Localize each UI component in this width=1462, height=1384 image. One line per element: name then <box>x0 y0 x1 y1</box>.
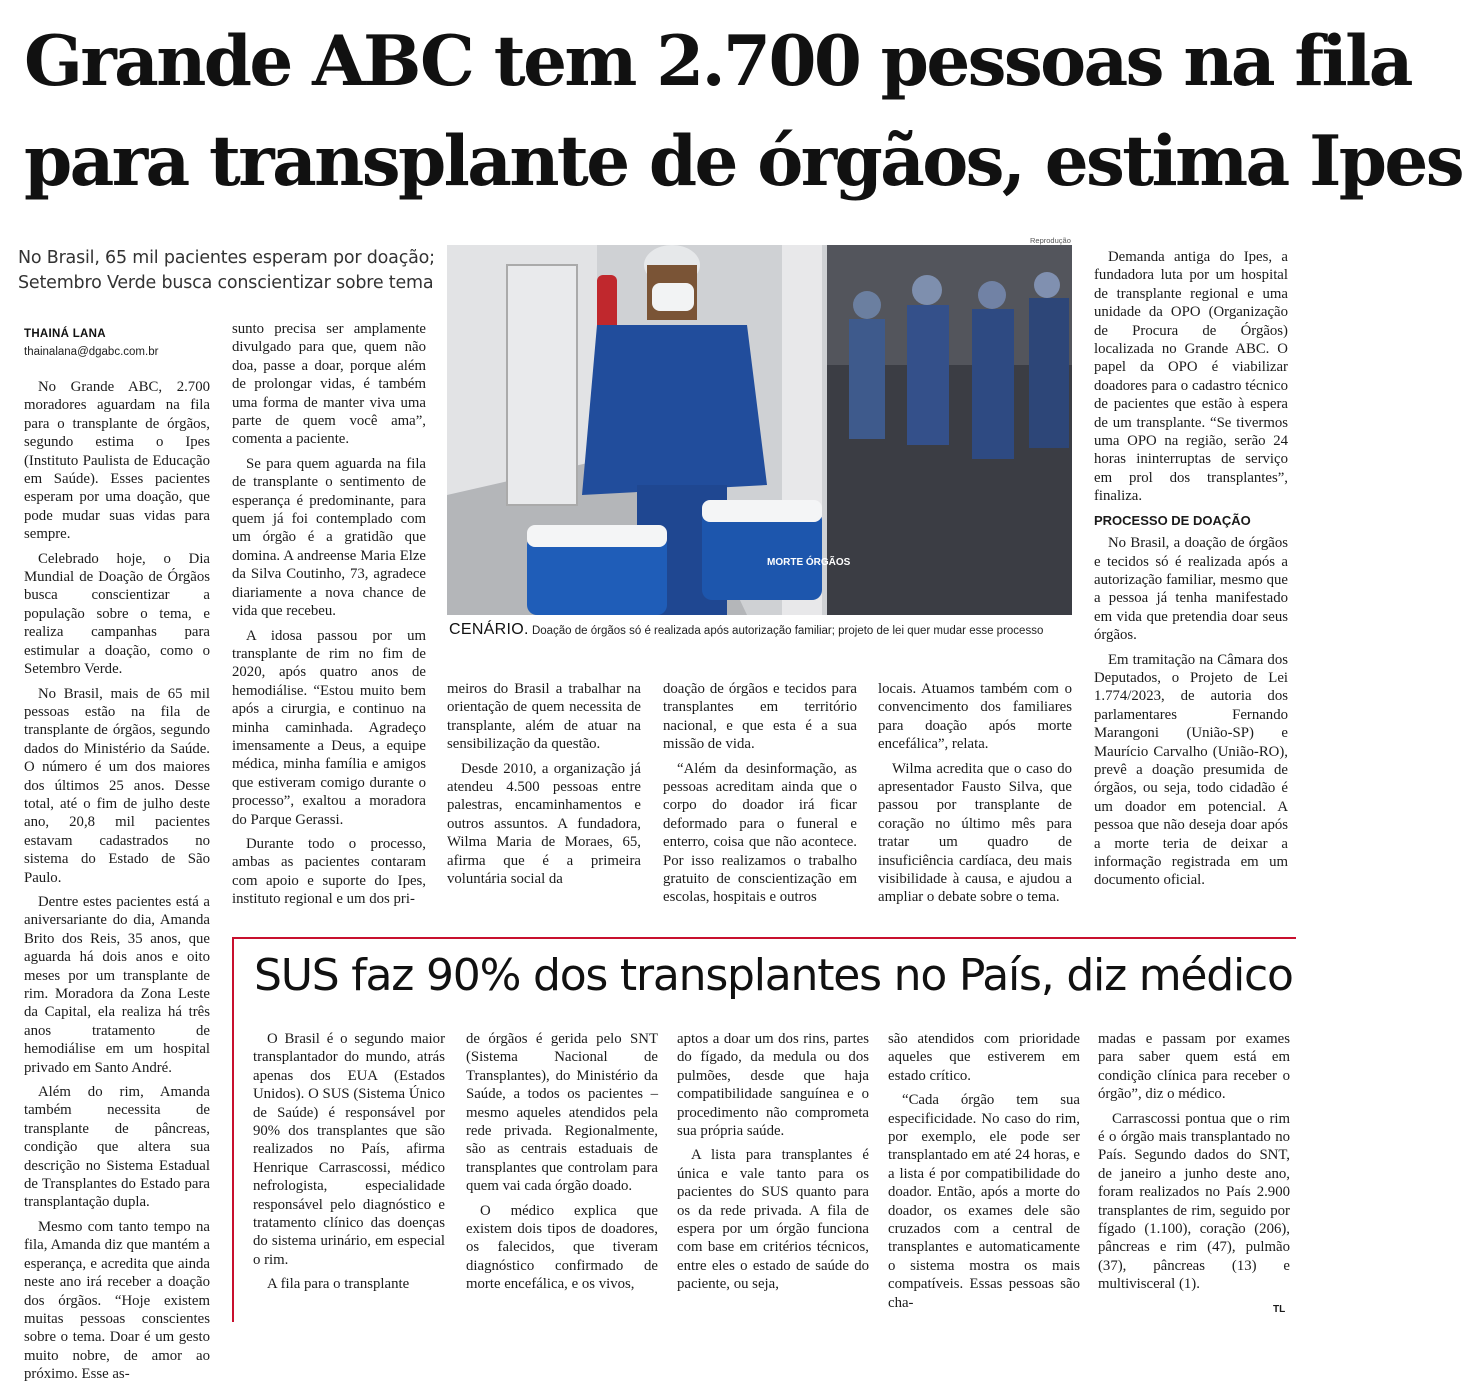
caption-text: Doação de órgãos só é realizada após autorização familiar; projeto de lei quer mudar esse processo <box>528 625 1044 637</box>
box-column-5 <box>1098 1030 1290 1304</box>
author-initials: TL <box>1273 1304 1286 1315</box>
cooler-label: MORTE ÓRGÃOS <box>767 557 851 568</box>
box-headline: SUS faz 90% dos transplantes no País, diz médico <box>254 950 1293 1001</box>
paragraph: madas e passam por exames para saber quem está em condição clínica para receber o órgão”, diz o médico. <box>1098 1031 1290 1103</box>
paragraph: Carrascossi pontua que o rim é o órgão mais transplantado no País. Segundo dados do SNT, de janeiro a junho deste ano, foram realizados no País 2.900 transplantes de rim, seguido por fígado (1.100), coração (206), pâncreas e rim (47), pulmão (37), pâncreas (13) e multivisceral (1). <box>1098 1110 1290 1293</box>
paragraph: “Cada órgão tem sua especificidade. No caso do rim, por exemplo, ele pode ser transplantado em até 24 horas, e a lista é por compatibilidade do doador. Então, após a morte do doador, os exames dele são cruzados com a central de transplantes e automaticamente o sistema mostra os mais compatíveis. Essas pessoas são cha- <box>888 1092 1080 1311</box>
paragraph: doação de órgãos e tecidos para transplantes em território nacional, e que esta é a sua missão de vida. <box>663 681 857 753</box>
caption-lead: CENÁRIO. <box>449 621 529 638</box>
paragraph: Wilma acredita que o caso do apresentador Fausto Silva, que passou por transplante de coração no último mês para tratar um quadro de insuficiência cardíaca, deu mais visibilidade à causa, e ajudou a ampliar o debate sobre o tema. <box>878 760 1072 906</box>
article-column-4 <box>663 680 857 912</box>
paragraph: “Além da desinformação, as pessoas acreditam ainda que o corpo do doador irá ficar deformado para o funeral e enterro, coisa que não acontece. Por isso realizamos o trabalho gratuito de conscientização em escolas, hospitais e outros <box>663 760 857 906</box>
paragraph: Desde 2010, a organização já atendeu 4.500 pessoas entre palestras, encaminhamentos e outros assuntos. A fundadora, Wilma Maria de Moraes, 65, afirma que é a primeira voluntária social da <box>447 760 641 888</box>
paragraph: locais. Atuamos também com o convencimento dos familiares para doação após morte encefálica”, relata. <box>878 681 1072 753</box>
paragraph: No Brasil, mais de 65 mil pessoas estão na fila de transplante de órgãos, segundo dados do Ministério da Saúde. O número é um dos maiores dos últimos 25 anos. Desse total, até o fim de julho deste ano, 20,8 mil pacientes estavam cadastrados no sistema do Estado de São Paulo. <box>24 685 210 886</box>
paragraph: A lista para transplantes é única e vale tanto para os pacientes do SUS quanto para os da rede privada. A fila de espera por um órgão funciona com base em critérios técnicos, entre eles o estado de saúde do paciente, ou seja, <box>677 1147 869 1293</box>
subhead-line-2: Setembro Verde busca conscientizar sobre tema <box>18 273 434 293</box>
article-column-5 <box>878 680 1072 912</box>
headline <box>24 12 1462 212</box>
byline-author: THAINÁ LANA <box>24 328 106 340</box>
section-subtitle: PROCESSO DE DOAÇÃO <box>1094 512 1251 528</box>
paragraph: meiros do Brasil a trabalhar na orientação de quem necessita de transplante, além de atuar na sensibilização da questão. <box>447 681 641 753</box>
subhead <box>18 246 438 296</box>
paragraph: Demanda antiga do Ipes, a fundadora luta por um hospital de transplante regional e uma unidade da OPO (Organização de Procura de Órgãos) localizada no Grande ABC. O papel da OPO é viabilizar doadores para o cadastro técnico de pacientes que estão à espera de um transplante. “Se tivermos uma OPO na região, serão 24 horas ininterruptas de serviço em prol dos transplantes”, finaliza. <box>1094 249 1288 505</box>
headline-line-2: para transplante de órgãos, estima Ipes <box>24 121 1462 202</box>
box-border-left <box>232 937 234 1322</box>
paragraph: O Brasil é o segundo maior transplantador do mundo, atrás apenas dos EUA (Estados Unidos). O SUS (Sistema Único de Saúde) é responsável por 90% dos transplantes que são realizados no País, afirma Henrique Carrascossi, médico nefrologista, especialidade responsável pelo diagnóstico e tratamento clínico das doenças do sistema urinário, em especial o rim. <box>253 1031 445 1268</box>
paragraph: de órgãos é gerida pelo SNT (Sistema Nacional de Transplantes), do Ministério da Saúde, a todos os pacientes – mesmo aqueles atendidos pela rede privada. Regionalmente, são as centrais estaduais de transplantes que controlam para quem vai cada órgão doado. <box>466 1031 658 1195</box>
paragraph: sunto precisa ser amplamente divulgado para que, quem não doa, passe a doar, porque além de prolongar vidas, é também uma forma de manter viva uma parte de quem você ama”, comenta a paciente. <box>232 321 426 448</box>
paragraph: Celebrado hoje, o Dia Mundial de Doação de Órgãos busca conscientizar a população sobre o tema, e realiza campanhas para estimular a doação, como o Setembro Verde. <box>24 550 210 678</box>
box-column-1 <box>253 1030 445 1320</box>
headline-line-1: Grande ABC tem 2.700 pessoas na fila <box>24 21 1411 102</box>
article-column-6 <box>1094 248 1288 908</box>
paragraph: Dentre estes pacientes está a aniversariante do dia, Amanda Brito dos Reis, 35 anos, que aguarda há dois anos e oito meses por um transplante de rim. Moradora da Zona Leste da Capital, ela realiza há três anos tratamento de hemodiálise em um hospital privado em Santo André. <box>24 893 210 1076</box>
photo-caption <box>449 621 1074 639</box>
article-column-1 <box>24 378 210 1383</box>
article-column-2 <box>232 320 426 910</box>
paragraph: Mesmo com tanto tempo na fila, Amanda diz que mantém a esperança, e acredita que ainda neste ano irá receber a doação dos órgãos. “Hoje existem muitas pessoas conscientes sobre o tema. Doar é um gesto muito nobre, de amor ao próximo. Esse as- <box>24 1218 210 1383</box>
paragraph: A fila para o transplante <box>267 1276 410 1293</box>
box-column-4 <box>888 1030 1080 1320</box>
subhead-line-1: No Brasil, 65 mil pacientes esperam por doação; <box>18 248 435 268</box>
paragraph: são atendidos com prioridade aqueles que estiverem em estado crítico. <box>888 1031 1080 1084</box>
paragraph: Durante todo o processo, ambas as pacientes contaram com apoio e suporte do Ipes, instituto regional e um dos pri- <box>232 835 426 908</box>
photo-credit: Reprodução <box>1030 236 1071 245</box>
box-column-2 <box>466 1030 658 1320</box>
paragraph: A idosa passou por um transplante de rim no fim de 2020, após quatro anos de hemodiálise. “Estou muito bem após a cirurgia, e continuo na minha caminhada. Agradeço imensamente a Deus, a equipe médica, minha família e amigos que estiveram comigo durante o processo”, exaltou a moradora do Parque Gerassi. <box>232 627 426 828</box>
paragraph: Se para quem aguarda na fila de transplante o sentimento de esperança é predominante, para quem já foi contemplado com um órgão é a gratidão que domina. A andreense Maria Elze da Silva Coutinho, 73, agradece diariamente a nova chance de vida que recebeu. <box>232 455 426 620</box>
photo-illustration <box>447 245 1072 615</box>
paragraph: O médico explica que existem dois tipos de doadores, os falecidos, que tiveram diagnóstico confirmado de morte encefálica, e os vivos, <box>466 1202 658 1293</box>
paragraph: aptos a doar um dos rins, partes do fígado, da medula ou dos pulmões, desde que haja compatibilidade sanguínea e o procedimento não comprometa sua própria saúde. <box>677 1031 869 1140</box>
box-column-3 <box>677 1030 869 1320</box>
paragraph: Em tramitação na Câmara dos Deputados, o Projeto de Lei 1.774/2023, de autoria dos parlamentares Fernando Marangoni (União-SP) e Maurício Carvalho (União-RO), prevê a doação presumida de órgãos, ou seja, todo cidadão é um doador em potencial. A pessoa que não deseja doar após a morte teria de deixar a informação registrada em um documento oficial. <box>1094 651 1288 889</box>
paragraph: Além do rim, Amanda também necessita de transplante de pâncreas, condição que altera sua descrição no Sistema Estadual de Transplantes do Estado para transplantação dupla. <box>24 1084 210 1211</box>
article-column-3 <box>447 680 641 912</box>
box-border-top <box>232 937 1296 939</box>
paragraph: No Brasil, a doação de órgãos e tecidos só é realizada após a autorização familiar, mesmo que a pessoa já tenha manifestado em vida que pretendia doar seus órgãos. <box>1094 535 1288 644</box>
paragraph: No Grande ABC, 2.700 moradores aguardam na fila para o transplante de órgãos, segundo estima o Ipes (Instituto Paulista de Educação em Saúde). Esses pacientes esperam por uma doação, que pode mudar suas vidas para sempre. <box>24 379 210 543</box>
byline-email: thainalana@dgabc.com.br <box>24 346 159 358</box>
article-photo <box>447 245 1072 615</box>
